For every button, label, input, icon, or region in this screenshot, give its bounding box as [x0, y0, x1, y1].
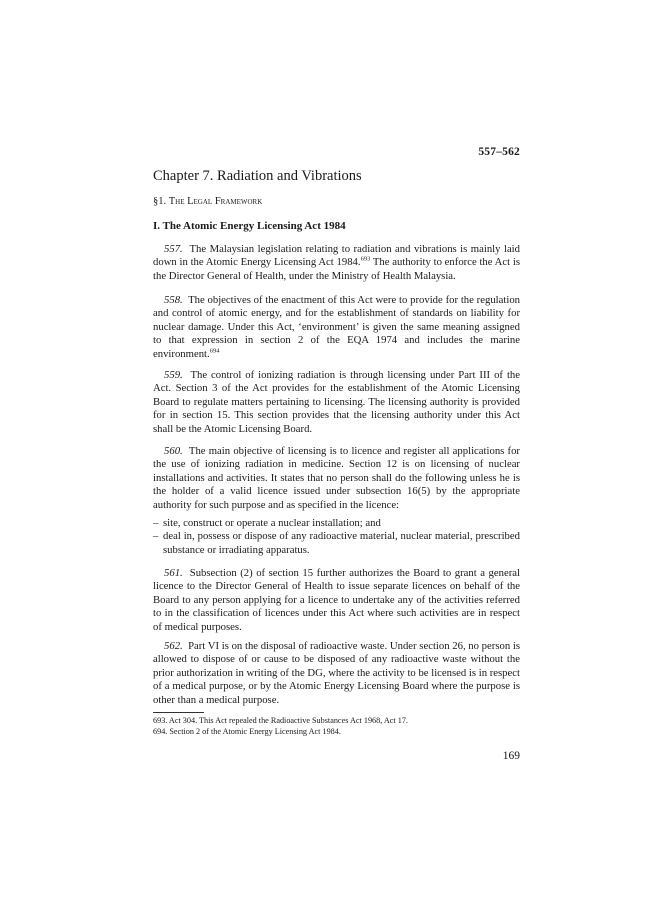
paragraph-text: Part VI is on the disposal of radioactive waste. Under section 26, no person is allowed to dispose of or cause to be disposed of any radioactive waste without the prior authorization in writing of the DG, where the activity to be licensed is in respect of a medical purpose, or by the Atomic Energy Licensing Board where the purpose is other than a medical purpose. [153, 640, 520, 706]
running-head: 557–562 [478, 146, 520, 158]
section-name: The Legal Framework [168, 196, 263, 207]
paragraph-560 [153, 445, 520, 512]
paragraph-text: Subsection (2) of section 15 further authorizes the Board to grant a general licence to the Director General of Health to issue separate licences on behalf of the Board to any person applying for a licence to undertake any of the activities referred to in the classification of licences under this Act where such activities are in respect of medical purposes. [153, 567, 520, 633]
paragraph-number: 562. [164, 640, 183, 652]
paragraph-text: The Malaysian legislation relating to radiation and vibrations is mainly laid down in the Atomic Energy Licensing Act 1984. [153, 243, 520, 269]
chapter-title: Chapter 7. Radiation and Vibrations [153, 168, 362, 184]
paragraph-number: 558. [164, 294, 183, 306]
section-title [153, 196, 262, 207]
paragraph-text: The control of ionizing radiation is through licensing under Part III of the Act. Section 3 of the Act provides for the establishment of the Atomic Licensing Board to regulate matters pertaining to licensing. The licensing authority is provided for in section 15. This section provides that the licensing authority under this Act shall be the Atomic Licensing Board. [153, 369, 521, 435]
footnote-ref[interactable]: 694 [209, 347, 220, 355]
paragraph-text: The main objective of licensing is to licence and register all applications for the use of ionizing radiation in medicine. Section 12 is on licensing of nuclear installations and activities. It states that no person shall do the following unless he is the holder of a valid licence issued under subsection 16(5) by the appropriate authority for such purpose and as specified in the licence: [153, 445, 520, 511]
paragraph-number: 557. [164, 243, 183, 255]
paragraph-557 [153, 243, 520, 283]
licence-requirements-list [153, 517, 520, 557]
paragraph-text: The objectives of the enactment of this Act were to provide for the regulation and control of atomic energy, and for the establishment of standards on liability for nuclear damage. Under this Act, ‘environment’ is given the same meaning assigned to that expression in section 2 of the EQA 1974 and includes the marine environment. [153, 294, 521, 360]
paragraph-562 [153, 640, 520, 707]
section-number: §1. [153, 196, 167, 207]
footnote-694: 694. Section 2 of the Atomic Energy Licensing Act 1984. [153, 727, 341, 736]
paragraph-558 [153, 294, 520, 361]
paragraph-559 [153, 369, 520, 436]
footnote-693: 693. Act 304. This Act repealed the Radioactive Substances Act 1968, Act 17. [153, 716, 408, 725]
list-item: – deal in, possess or dispose of any radioactive material, nuclear material, prescribed substance or irradiating apparatus. [153, 530, 520, 557]
page-number: 169 [502, 750, 520, 762]
list-item: – site, construct or operate a nuclear installation; and [153, 517, 520, 530]
paragraph-561 [153, 567, 520, 634]
paragraph-number: 560. [164, 445, 183, 457]
paragraph-text: The authority to enforce the Act is the Director General of Health, under the Ministry of Health Malaysia. [153, 256, 520, 282]
footnote-ref[interactable]: 693 [360, 255, 371, 263]
footnotes [153, 715, 520, 737]
footnote-divider [153, 712, 204, 713]
part-title: I. The Atomic Energy Licensing Act 1984 [153, 220, 346, 232]
paragraph-number: 559. [164, 369, 183, 381]
paragraph-number: 561. [164, 567, 183, 579]
